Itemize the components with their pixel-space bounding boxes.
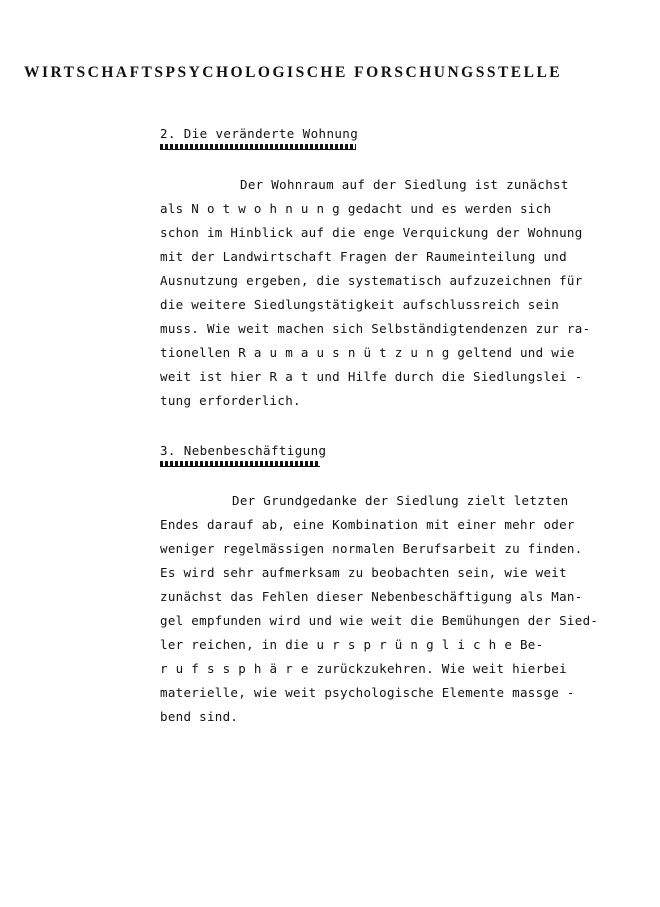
- paragraph-nebenbeschaeftigung: [160, 489, 598, 729]
- section-heading-wohnung: 2. Die veränderte Wohnung: [160, 126, 359, 141]
- text-line: die weitere Siedlungstätigkeit aufschlussreich sein: [160, 297, 560, 312]
- paragraph-wohnung: [160, 173, 590, 413]
- text-line: Es wird sehr aufmerksam zu beobachten sein, wie weit: [160, 565, 567, 580]
- letterhead: WIRTSCHAFTSPSYCHOLOGISCHE FORSCHUNGSSTELLE: [24, 64, 563, 81]
- text-line: Der Grundgedanke der Siedlung zielt letzten: [232, 493, 569, 508]
- text-line: zunächst das Fehlen dieser Nebenbeschäftigung als Man-: [160, 589, 583, 604]
- text-line: mit der Landwirtschaft Fragen der Raumeinteilung und: [160, 249, 567, 264]
- text-line: schon im Hinblick auf die enge Verquickung der Wohnung: [160, 225, 583, 240]
- section-heading-nebenbeschaeftigung-block: [160, 443, 327, 467]
- text-line: bend sind.: [160, 709, 239, 724]
- text-line: materielle, wie weit psychologische Elemente massge -: [160, 685, 575, 700]
- text-line: als N o t w o h n u n g gedacht und es werden sich: [160, 201, 552, 216]
- text-line: tung erforderlich.: [160, 393, 301, 408]
- heading-underline: [160, 461, 320, 467]
- text-line: r u f s s p h ä r e zurückzukehren. Wie weit hierbei: [160, 661, 567, 676]
- section-heading-wohnung-block: [160, 126, 359, 150]
- text-line: tionellen R a u m a u s n ü t z u n g geltend und wie: [160, 345, 575, 360]
- section-heading-nebenbeschaeftigung: 3. Nebenbeschäftigung: [160, 443, 327, 458]
- text-line: Endes darauf ab, eine Kombination mit einer mehr oder: [160, 517, 575, 532]
- text-line: weit ist hier R a t und Hilfe durch die Siedlungslei -: [160, 369, 583, 384]
- text-line: Der Wohnraum auf der Siedlung ist zunächst: [240, 177, 569, 192]
- text-line: gel empfunden wird und wie weit die Bemühungen der Sied-: [160, 613, 599, 628]
- text-line: ler reichen, in die u r s p r ü n g l i c h e Be-: [160, 637, 544, 652]
- text-line: muss. Wie weit machen sich Selbständigtendenzen zur ra-: [160, 321, 591, 336]
- heading-underline: [160, 144, 356, 150]
- text-line: Ausnutzung ergeben, die systematisch aufzuzeichnen für: [160, 273, 583, 288]
- text-line: weniger regelmässigen normalen Berufsarbeit zu finden.: [160, 541, 583, 556]
